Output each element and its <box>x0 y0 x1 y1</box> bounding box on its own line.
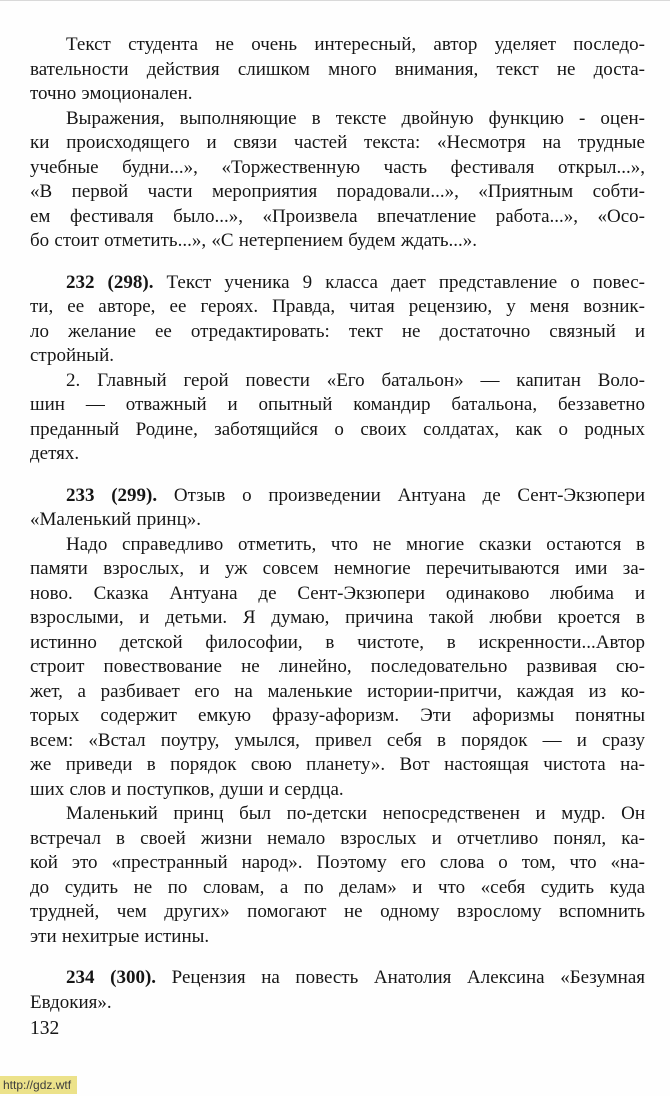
paragraph <box>30 802 645 949</box>
exercise-number: 232 (298). <box>66 271 154 293</box>
watermark-url: http://gdz.wtf <box>0 1076 77 1094</box>
text-line: до судить не по словам, а по делам» и что «себя судить куда <box>30 876 645 898</box>
text-line: торых содержит емкую фразу-афоризм. Эти афоризмы понятны <box>30 705 645 726</box>
page-text <box>30 33 645 1015</box>
text-line: встречал в своей жизни немало взрослых и отчетливо понял, ка- <box>30 827 645 849</box>
text-line: строит повествование не линейно, последовательно развивая сю- <box>30 656 645 677</box>
text-line: Евдокия». <box>30 991 112 1013</box>
text-line: трудней, чем других» помогают не одному взрослому вспомнить <box>30 901 645 922</box>
text-line: ших слов и поступков, души и сердца. <box>30 778 344 800</box>
text-line: вательности действия слишком много внимания, текст не доста- <box>30 58 645 80</box>
text-line: стройный. <box>30 345 114 366</box>
text-line: бо стоит отметить...», «С нетерпением будем ждать...». <box>30 230 478 251</box>
text-line: учебные будни...», «Торжественную часть фестиваля открыл...», <box>30 156 645 178</box>
text-line: 234 (300). Рецензия на повесть Анатолия Алексина «Безумная <box>66 967 646 988</box>
exercise-number: 233 (299). <box>66 484 158 506</box>
text-line: Надо справедливо отметить, что не многие сказки остаются в <box>66 533 645 555</box>
text-line: ново. Сказка Антуана де Сент-Экзюпери одинаково любима и <box>30 582 645 604</box>
text-line: «Маленький принц». <box>30 509 201 530</box>
text-line: шин — отважный и опытный командир батальона, беззаветно <box>30 394 645 415</box>
text-line: Текст студента не очень интересный, автор уделяет последо- <box>66 34 645 55</box>
paragraph <box>30 369 645 467</box>
text-line: ло желание ее отредактировать: тект не достаточно связный и <box>30 320 645 342</box>
text-line: эти нехитрые истины. <box>30 925 210 947</box>
text-line: 232 (298). Текст ученика 9 класса дает представление о повес- <box>66 271 645 293</box>
text-line: детях. <box>30 443 80 464</box>
paragraph <box>30 271 645 369</box>
text-line: жет, а разбивает его на маленькие истории-притчи, каждая из ко- <box>30 680 645 702</box>
text-line: 233 (299). Отзыв о произведении Антуана де Сент-Экзюпери <box>66 484 645 506</box>
paragraph <box>30 107 645 254</box>
paragraph <box>30 33 645 107</box>
text-line: преданный Родине, заботящийся о своих солдатах, как о родных <box>30 418 645 440</box>
text-line: ки происходящего и связи частей текста: «Несмотря на трудные <box>30 132 645 153</box>
text-line: ти, ее авторе, ее героях. Правда, читая рецензию, у меня возник- <box>30 296 645 317</box>
text-line: же приведи в порядок свою планету». Вот настоящая чистота на- <box>30 754 645 775</box>
paragraph <box>30 484 645 533</box>
text-line: точно эмоционален. <box>30 83 193 104</box>
page-number: 132 <box>30 1018 60 1039</box>
paragraph <box>30 966 645 1015</box>
text-line: «В первой части мероприятия порадовали...», «Приятным собти- <box>30 181 645 202</box>
exercise-number: 234 (300). <box>66 967 157 988</box>
text-line: истинно детской философии, в чистоте, в искренности...Автор <box>30 631 645 653</box>
text-line: Маленький принц был по-детски непосредственен и мудр. Он <box>66 803 645 824</box>
text-line: взрослыми, и детьми. Я думаю, причина такой любви кроется в <box>30 607 645 628</box>
text-line: ем фестиваля было...», «Произвела впечатление работа...», «Осо- <box>30 205 645 227</box>
text-line: кой это «престранный народ». Поэтому его слова о том, что «на- <box>30 852 645 873</box>
text-line: памяти взрослых, и уж совсем немногие перечитываются ими за- <box>30 558 645 579</box>
text-line: 2. Главный герой повести «Его батальон» — капитан Воло- <box>66 369 645 391</box>
paragraph <box>30 533 645 803</box>
text-line: всем: «Встал поутру, умылся, привел себя в порядок — и сразу <box>30 729 645 751</box>
text-line: Выражения, выполняющие в тексте двойную функцию - оцен- <box>66 107 645 129</box>
